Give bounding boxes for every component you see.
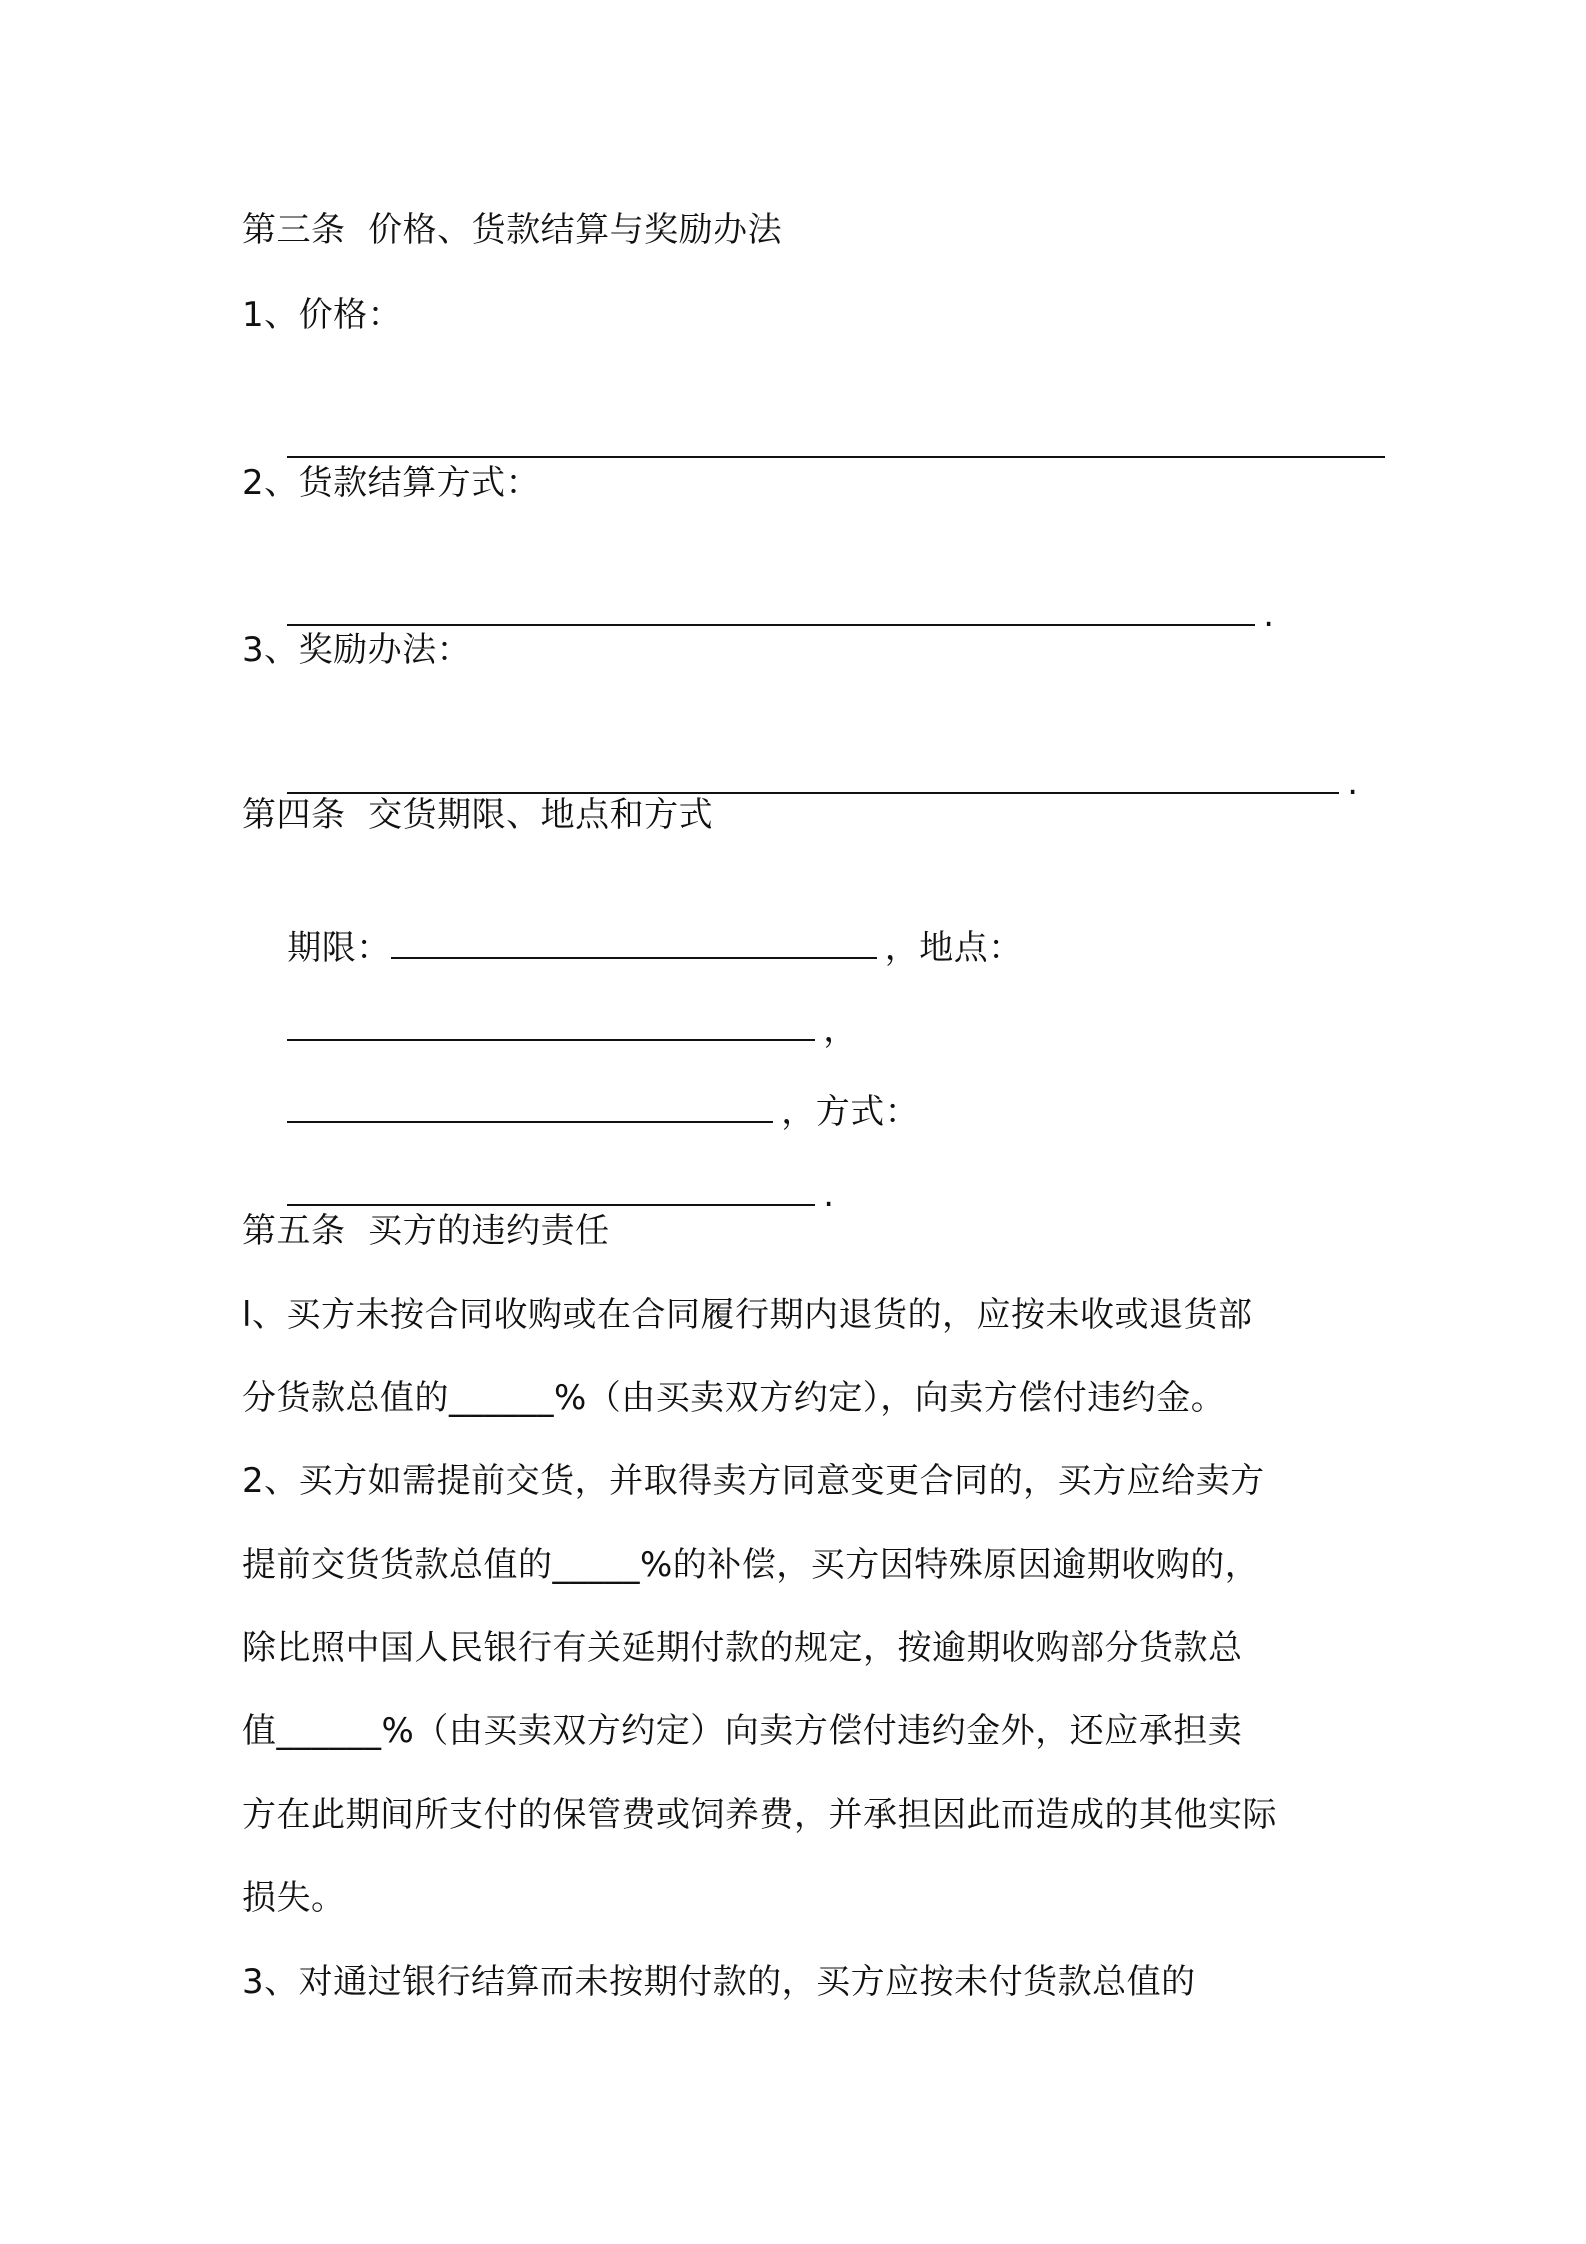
clause2-line1: 2、买方如需提前交货，并取得卖方同意变更合同的，买方应给卖方 [242,1461,1265,1501]
clause2-line5: 方在此期间所支付的保管费或饲养费，并承担因此而造成的其他实际 [242,1795,1277,1835]
clause2-line4: 值______%（由买卖双方约定）向卖方偿付违约金外，还应承担卖 [242,1711,1243,1751]
clause2-line2: 提前交货货款总值的_____%的补偿，买方因特殊原因逾期收购的， [242,1545,1260,1585]
reward-period: . [1347,763,1359,803]
clause1-line1: l、买方未按合同收购或在合同履行期内退货的，应按未收或退货部 [242,1295,1253,1335]
reward-label: 3、奖励办法： [242,630,472,670]
clause2-line6: 损失。 [242,1878,346,1918]
place-label: ，地点： [884,928,1023,968]
clause1-line2: 分货款总值的______%（由买卖双方约定），向卖方偿付违约金。 [242,1378,1226,1418]
clause2-line3: 除比照中国人民银行有关延期付款的规定，按逾期收购部分货款总 [242,1628,1243,1668]
method-blank[interactable] [287,1174,815,1206]
article5-title: 第五条 买方的违约责任 [242,1211,610,1251]
settlement-blank[interactable] [287,594,1255,626]
term-label: 期限： [287,928,391,968]
article3-title: 第三条 价格、货款结算与奖励办法 [242,210,783,250]
price-blank[interactable] [287,426,1385,458]
settlement-period: . [1263,595,1275,635]
place-comma: ， [823,1010,858,1050]
article4-title: 第四条 交货期限、地点和方式 [242,795,714,835]
settlement-label: 2、货款结算方式： [242,463,541,503]
method-label: ，方式： [781,1092,920,1132]
price-label: 1、价格： [242,295,403,335]
clause3-line1: 3、对通过银行结算而未按期付款的，买方应按未付货款总值的 [242,1962,1196,2002]
method-period: . [823,1175,835,1215]
extra-blank[interactable] [287,1091,773,1123]
